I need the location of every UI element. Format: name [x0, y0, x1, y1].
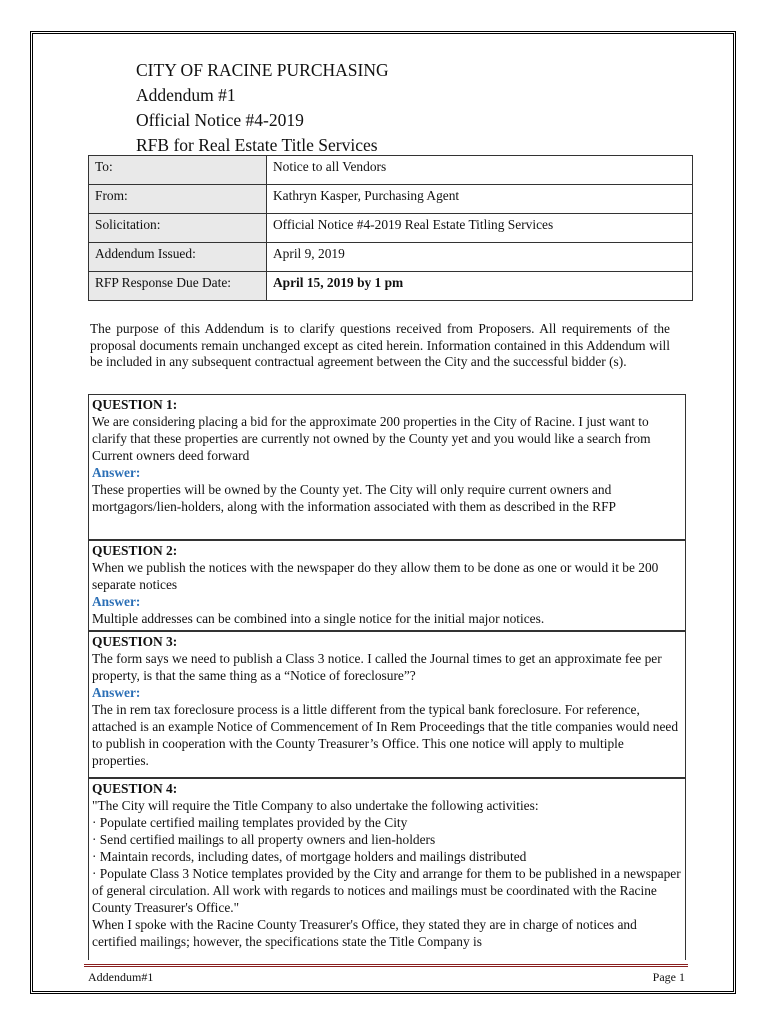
info-value: Kathryn Kasper, Purchasing Agent — [267, 185, 693, 214]
answer-text: Multiple addresses can be combined into a single notice for the initial major notices. — [92, 611, 545, 626]
info-row-to — [89, 156, 693, 185]
question-line: · Populate Class 3 Notice templates provided by the City and arrange for them to be published in a newspaper of general circulation. All work with regards to notices and mailings must be coordinated with the Racine County Treasurer's Office." — [92, 866, 681, 915]
info-value: April 15, 2019 by 1 pm — [267, 272, 693, 301]
answer-text: The in rem tax foreclosure process is a little different from the typical bank foreclosure. For reference, attached is an example Notice of Commencement of In Rem Proceedings that the title companies would need to publish in cooperation with the County Treasurer’s Office. This one notice will apply to multiple properties. — [92, 702, 679, 768]
info-value: Official Notice #4-2019 Real Estate Titling Services — [267, 214, 693, 243]
info-label: From: — [89, 185, 267, 214]
info-label: To: — [89, 156, 267, 185]
info-label: Solicitation: — [89, 214, 267, 243]
answer-label: Answer: — [92, 594, 141, 609]
question-line: · Maintain records, including dates, of mortgage holders and mailings distributed — [92, 849, 527, 864]
question-line: · Send certified mailings to all property owners and lien-holders — [92, 832, 436, 847]
answer-label: Answer: — [92, 685, 141, 700]
addendum-info-table — [88, 155, 693, 301]
footer-document-name: Addendum#1 — [88, 970, 154, 984]
header-line-4: RFB for Real Estate Title Services — [136, 135, 378, 155]
info-label: Addendum Issued: — [89, 243, 267, 272]
question-text: We are considering placing a bid for the approximate 200 properties in the City of Racine. I just want to clarify that these properties are currently not owned by the County yet and you would like a search from Current owners deed forward — [92, 414, 651, 463]
document-header — [136, 58, 389, 158]
question-heading: QUESTION 1: — [92, 397, 178, 412]
question-line: · Populate certified mailing templates provided by the City — [92, 815, 408, 830]
purpose-paragraph: The purpose of this Addendum is to clarify questions received from Proposers. All requirements of the proposal documents remain unchanged except as cited herein. Information contained in this Addendum will be included in any subsequent contractual agreement between the City and the successful bidder (s). — [90, 321, 670, 370]
info-label: RFP Response Due Date: — [89, 272, 267, 301]
info-row-from — [89, 185, 693, 214]
question-1-box — [88, 394, 686, 540]
question-4-box — [88, 778, 686, 960]
question-line: "The City will require the Title Company to also undertake the following activities: — [92, 798, 539, 813]
footer-page-number: Page 1 — [652, 970, 685, 984]
question-text: When we publish the notices with the newspaper do they allow them to be done as one or would it be 200 separate notices — [92, 560, 659, 592]
footer-divider — [84, 964, 688, 967]
question-heading: QUESTION 2: — [92, 543, 178, 558]
header-line-1: CITY OF RACINE PURCHASING — [136, 60, 389, 80]
info-value: April 9, 2019 — [267, 243, 693, 272]
info-row-due-date — [89, 272, 693, 301]
info-row-issued — [89, 243, 693, 272]
question-heading: QUESTION 4: — [92, 781, 178, 796]
answer-text: These properties will be owned by the County yet. The City will only require current owners and mortgagors/lien-holders, along with the information associated with them as described in the RFP — [92, 482, 616, 514]
question-text: The form says we need to publish a Class 3 notice. I called the Journal times to get an approximate fee per property, is that the same thing as a “Notice of foreclosure”? — [92, 651, 662, 683]
info-row-solicitation — [89, 214, 693, 243]
answer-label: Answer: — [92, 465, 141, 480]
question-line: When I spoke with the Racine County Treasurer's Office, they stated they are in charge of notices and certified mailings; however, the specifications state the Title Company is — [92, 917, 637, 949]
question-3-box — [88, 631, 686, 778]
question-heading: QUESTION 3: — [92, 634, 178, 649]
header-line-2: Addendum #1 — [136, 85, 236, 105]
question-2-box — [88, 540, 686, 631]
info-value: Notice to all Vendors — [267, 156, 693, 185]
header-line-3: Official Notice #4-2019 — [136, 110, 304, 130]
